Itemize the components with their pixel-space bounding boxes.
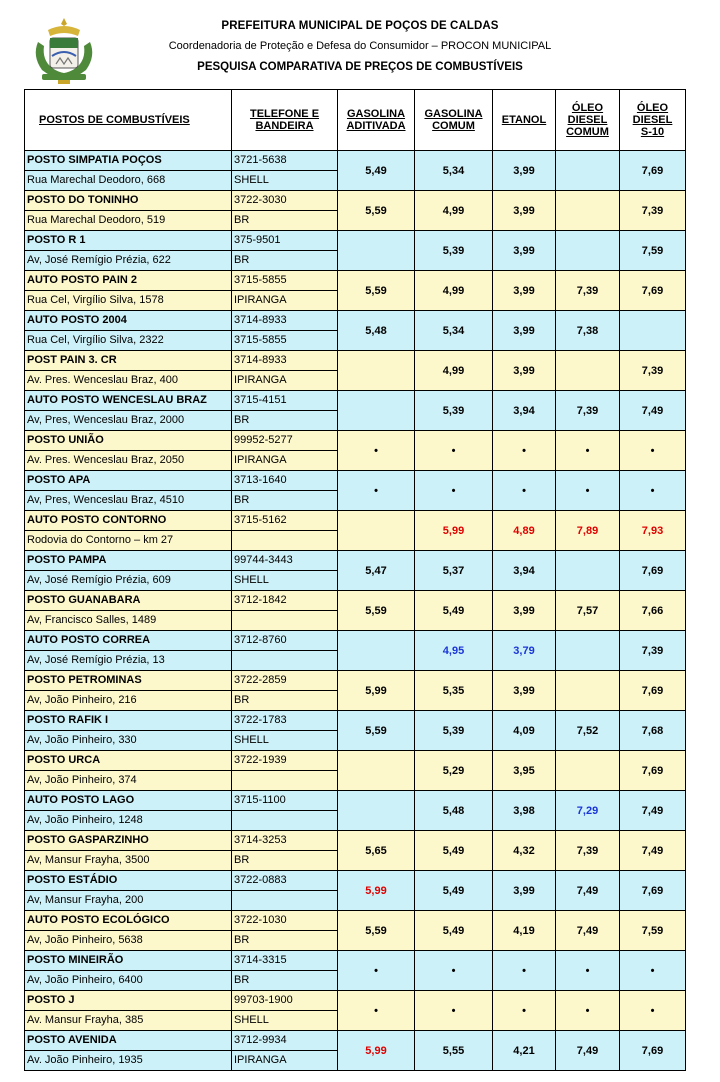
price-gasolina-comum: 4,99 (415, 351, 493, 391)
price-gasolina-aditivada: 5,99 (338, 671, 415, 711)
station-brand: BR (234, 934, 250, 946)
header-title: PREFEITURA MUNICIPAL DE POÇOS DE CALDAS (221, 20, 499, 32)
document-header (0, 0, 720, 90)
station-name: AUTO POSTO LAGO (25, 791, 231, 811)
price-gasolina-comum: 5,39 (415, 711, 493, 751)
station-phone: 99952-5277 (232, 431, 337, 451)
price-etanol: 3,99 (493, 671, 556, 711)
col-diesel-comum: ÓLEO DIESEL COMUM (556, 90, 620, 151)
price-diesel-comum (556, 351, 620, 391)
table-row (25, 431, 686, 471)
station-address: Rua Cel, Virgílio Silva, 1578 (27, 294, 164, 306)
station-cell (25, 471, 232, 511)
price-diesel-comum: 7,39 (556, 831, 620, 871)
price-gasolina-comum: 5,34 (415, 151, 493, 191)
station-brand: BR (234, 494, 250, 506)
price-diesel-s10: • (620, 991, 686, 1031)
price-diesel-comum (556, 671, 620, 711)
phone-brand-cell (232, 431, 338, 471)
station-address: Av. Pres. Wenceslau Braz, 2050 (27, 454, 185, 466)
table-row (25, 671, 686, 711)
price-gasolina-comum: 5,99 (415, 511, 493, 551)
station-cell (25, 431, 232, 471)
station-cell (25, 631, 232, 671)
table-row (25, 911, 686, 951)
price-diesel-s10: 7,69 (620, 1031, 686, 1071)
phone-brand-cell (232, 391, 338, 431)
station-cell (25, 231, 232, 271)
station-name: AUTO POSTO 2004 (25, 311, 231, 331)
price-gasolina-comum: 5,48 (415, 791, 493, 831)
station-name: POSTO AVENIDA (25, 1031, 231, 1051)
price-gasolina-aditivada: 5,47 (338, 551, 415, 591)
price-gasolina-comum: 5,39 (415, 391, 493, 431)
price-diesel-s10: • (620, 951, 686, 991)
phone-brand-cell (232, 311, 338, 351)
price-gasolina-aditivada: 5,59 (338, 191, 415, 231)
table-row (25, 191, 686, 231)
station-brand: BR (234, 694, 250, 706)
price-diesel-s10: 7,69 (620, 871, 686, 911)
table-row (25, 751, 686, 791)
phone-brand-cell (232, 191, 338, 231)
price-etanol: 3,99 (493, 271, 556, 311)
station-phone: 3715-5855 (232, 271, 337, 291)
station-cell (25, 831, 232, 871)
price-diesel-comum (556, 751, 620, 791)
station-phone: 3722-1783 (232, 711, 337, 731)
station-address: Av. Mansur Frayha, 385 (27, 1014, 144, 1026)
station-brand: 3715-5855 (234, 334, 287, 346)
station-address: Av, João Pinheiro, 1248 (27, 814, 143, 826)
phone-brand-cell (232, 271, 338, 311)
station-cell (25, 671, 232, 711)
price-diesel-comum: 7,29 (556, 791, 620, 831)
price-diesel-comum: 7,38 (556, 311, 620, 351)
station-phone: 3715-1100 (232, 791, 337, 811)
station-cell (25, 591, 232, 631)
price-etanol: 4,32 (493, 831, 556, 871)
station-brand (232, 611, 337, 630)
station-address: Av, João Pinheiro, 5638 (27, 934, 143, 946)
col-gasolina-comum: GASOLINA COMUM (415, 90, 493, 151)
municipal-coat-of-arms-icon (30, 16, 98, 86)
price-etanol: 4,89 (493, 511, 556, 551)
station-address: Av, Pres, Wenceslau Braz, 4510 (27, 494, 185, 506)
price-etanol: 4,09 (493, 711, 556, 751)
station-name: POSTO MINEIRÃO (25, 951, 231, 971)
price-gasolina-comum: 5,37 (415, 551, 493, 591)
price-diesel-comum: • (556, 431, 620, 471)
phone-brand-cell (232, 751, 338, 791)
price-gasolina-aditivada: 5,59 (338, 271, 415, 311)
station-name: AUTO POSTO PAIN 2 (25, 271, 231, 291)
table-row (25, 391, 686, 431)
station-brand: IPIRANGA (234, 454, 287, 466)
price-diesel-s10: 7,59 (620, 911, 686, 951)
station-name: POSTO RAFIK I (25, 711, 231, 731)
price-gasolina-comum: 5,49 (415, 871, 493, 911)
price-gasolina-aditivada: 5,99 (338, 1031, 415, 1071)
table-row (25, 471, 686, 511)
price-gasolina-aditivada (338, 751, 415, 791)
station-name: POSTO URCA (25, 751, 231, 771)
station-name: POSTO ESTÁDIO (25, 871, 231, 891)
station-brand (232, 771, 337, 790)
price-gasolina-comum: 5,49 (415, 911, 493, 951)
station-phone: 3722-2859 (232, 671, 337, 691)
price-diesel-comum: 7,49 (556, 911, 620, 951)
phone-brand-cell (232, 711, 338, 751)
price-gasolina-aditivada: 5,59 (338, 711, 415, 751)
station-address: Av. João Pinheiro, 1935 (27, 1054, 143, 1066)
price-gasolina-comum: 5,34 (415, 311, 493, 351)
price-diesel-comum (556, 631, 620, 671)
price-gasolina-comum: 5,29 (415, 751, 493, 791)
price-etanol: 3,99 (493, 311, 556, 351)
price-etanol: 4,21 (493, 1031, 556, 1071)
station-name: AUTO POSTO CONTORNO (25, 511, 231, 531)
price-diesel-s10: 7,59 (620, 231, 686, 271)
table-row (25, 551, 686, 591)
station-name: POSTO GUANABARA (25, 591, 231, 611)
price-gasolina-comum: 5,39 (415, 231, 493, 271)
price-diesel-comum: • (556, 951, 620, 991)
station-address: Av, João Pinheiro, 374 (27, 774, 137, 786)
price-diesel-comum: 7,89 (556, 511, 620, 551)
station-address: Av, José Remígio Prézia, 622 (27, 254, 171, 266)
station-address: Rua Cel, Virgílio Silva, 2322 (27, 334, 164, 346)
station-phone: 3714-8933 (232, 311, 337, 331)
price-diesel-comum (556, 191, 620, 231)
station-name: POSTO GASPARZINHO (25, 831, 231, 851)
price-diesel-s10: 7,69 (620, 551, 686, 591)
station-brand (232, 891, 337, 910)
station-brand: BR (234, 414, 250, 426)
station-cell (25, 551, 232, 591)
station-brand: IPIRANGA (234, 374, 287, 386)
station-cell (25, 791, 232, 831)
price-diesel-comum: 7,49 (556, 871, 620, 911)
station-phone: 3722-1030 (232, 911, 337, 931)
station-cell (25, 351, 232, 391)
station-brand (232, 811, 337, 830)
table-row (25, 1031, 686, 1071)
price-gasolina-comum: 4,99 (415, 191, 493, 231)
price-etanol: 3,79 (493, 631, 556, 671)
price-etanol: 3,99 (493, 231, 556, 271)
price-diesel-comum: 7,57 (556, 591, 620, 631)
price-gasolina-aditivada: 5,48 (338, 311, 415, 351)
price-etanol: 4,19 (493, 911, 556, 951)
price-diesel-s10: 7,39 (620, 631, 686, 671)
table-row (25, 831, 686, 871)
station-cell (25, 191, 232, 231)
price-gasolina-aditivada: • (338, 431, 415, 471)
price-diesel-comum: 7,39 (556, 391, 620, 431)
price-etanol: 3,99 (493, 351, 556, 391)
price-gasolina-comum: 5,55 (415, 1031, 493, 1071)
station-name: POST PAIN 3. CR (25, 351, 231, 371)
price-diesel-s10: 7,49 (620, 391, 686, 431)
table-header-row (25, 90, 686, 151)
price-gasolina-comum: • (415, 951, 493, 991)
price-gasolina-aditivada: 5,59 (338, 591, 415, 631)
station-cell (25, 871, 232, 911)
station-brand: SHELL (234, 174, 269, 186)
price-diesel-s10: 7,68 (620, 711, 686, 751)
station-phone: 3714-3253 (232, 831, 337, 851)
phone-brand-cell (232, 631, 338, 671)
station-name: POSTO APA (25, 471, 231, 491)
phone-brand-cell (232, 1031, 338, 1071)
station-cell (25, 751, 232, 791)
price-diesel-s10: • (620, 431, 686, 471)
table-row (25, 311, 686, 351)
table-row (25, 791, 686, 831)
col-gasolina-aditivada: GASOLINA ADITIVADA (338, 90, 415, 151)
station-cell (25, 311, 232, 351)
table-row (25, 991, 686, 1031)
price-diesel-s10: 7,39 (620, 351, 686, 391)
table-row (25, 271, 686, 311)
price-diesel-s10: 7,69 (620, 751, 686, 791)
station-phone: 3721-5638 (232, 151, 337, 171)
price-diesel-comum (556, 151, 620, 191)
station-brand (232, 651, 337, 670)
price-diesel-s10: • (620, 471, 686, 511)
price-diesel-comum (556, 231, 620, 271)
station-address: Av, Mansur Frayha, 200 (27, 894, 144, 906)
price-gasolina-aditivada (338, 231, 415, 271)
station-cell (25, 991, 232, 1031)
station-brand: IPIRANGA (234, 1054, 287, 1066)
price-diesel-s10: 7,39 (620, 191, 686, 231)
price-gasolina-comum: • (415, 471, 493, 511)
price-gasolina-comum: • (415, 991, 493, 1031)
price-gasolina-aditivada: 5,65 (338, 831, 415, 871)
station-phone: 3712-8760 (232, 631, 337, 651)
station-name: POSTO DO TONINHO (25, 191, 231, 211)
price-diesel-s10: 7,69 (620, 271, 686, 311)
table-row (25, 511, 686, 551)
header-subtitle: Coordenadoria de Proteção e Defesa do Consumidor – PROCON MUNICIPAL (168, 40, 552, 52)
price-gasolina-aditivada (338, 511, 415, 551)
phone-brand-cell (232, 991, 338, 1031)
price-gasolina-comum: • (415, 431, 493, 471)
station-address: Av, João Pinheiro, 6400 (27, 974, 143, 986)
station-phone: 99744-3443 (232, 551, 337, 571)
station-cell (25, 271, 232, 311)
station-address: Av, João Pinheiro, 216 (27, 694, 137, 706)
station-name: POSTO R 1 (25, 231, 231, 251)
station-address: Av, João Pinheiro, 330 (27, 734, 137, 746)
station-brand: SHELL (234, 1014, 269, 1026)
price-diesel-comum: • (556, 991, 620, 1031)
price-gasolina-comum: 5,49 (415, 831, 493, 871)
price-diesel-s10 (620, 311, 686, 351)
phone-brand-cell (232, 791, 338, 831)
phone-brand-cell (232, 151, 338, 191)
price-gasolina-comum: 5,35 (415, 671, 493, 711)
station-brand: BR (234, 214, 250, 226)
table-row (25, 351, 686, 391)
station-address: Av, José Remígio Prézia, 13 (27, 654, 165, 666)
station-brand (232, 531, 337, 550)
station-cell (25, 951, 232, 991)
phone-brand-cell (232, 471, 338, 511)
station-address: Av. Pres. Wenceslau Braz, 400 (27, 374, 179, 386)
station-phone: 99703-1900 (232, 991, 337, 1011)
station-address: Rua Marechal Deodoro, 519 (27, 214, 166, 226)
station-brand: BR (234, 254, 250, 266)
price-etanol: • (493, 471, 556, 511)
price-etanol: 3,94 (493, 391, 556, 431)
price-etanol: • (493, 991, 556, 1031)
phone-brand-cell (232, 551, 338, 591)
station-address: Av, Pres, Wenceslau Braz, 2000 (27, 414, 185, 426)
station-name: POSTO PAMPA (25, 551, 231, 571)
price-diesel-s10: 7,69 (620, 671, 686, 711)
station-phone: 3714-8933 (232, 351, 337, 371)
col-diesel-s10: ÓLEO DIESEL S-10 (620, 90, 686, 151)
phone-brand-cell (232, 231, 338, 271)
price-etanol: 3,99 (493, 191, 556, 231)
station-brand: SHELL (234, 734, 269, 746)
station-address: Rodovia do Contorno – km 27 (27, 534, 174, 546)
phone-brand-cell (232, 951, 338, 991)
table-row (25, 231, 686, 271)
price-etanol: 3,95 (493, 751, 556, 791)
table-row (25, 631, 686, 671)
price-diesel-s10: 7,49 (620, 831, 686, 871)
table-row (25, 591, 686, 631)
price-etanol: 3,99 (493, 151, 556, 191)
price-diesel-comum (556, 551, 620, 591)
station-brand: BR (234, 974, 250, 986)
price-gasolina-comum: 4,99 (415, 271, 493, 311)
price-diesel-s10: 7,69 (620, 151, 686, 191)
price-etanol: • (493, 431, 556, 471)
table-row (25, 711, 686, 751)
phone-brand-cell (232, 871, 338, 911)
price-gasolina-aditivada: • (338, 951, 415, 991)
station-phone: 3715-4151 (232, 391, 337, 411)
station-brand: SHELL (234, 574, 269, 586)
station-cell (25, 511, 232, 551)
price-gasolina-comum: 4,95 (415, 631, 493, 671)
station-name: POSTO UNIÃO (25, 431, 231, 451)
station-name: POSTO J (25, 991, 231, 1011)
phone-brand-cell (232, 671, 338, 711)
price-gasolina-comum: 5,49 (415, 591, 493, 631)
price-gasolina-aditivada (338, 391, 415, 431)
station-cell (25, 711, 232, 751)
price-etanol: 3,98 (493, 791, 556, 831)
phone-brand-cell (232, 911, 338, 951)
station-phone: 3713-1640 (232, 471, 337, 491)
price-diesel-s10: 7,93 (620, 511, 686, 551)
station-address: Av, Mansur Frayha, 3500 (27, 854, 150, 866)
price-gasolina-aditivada: 5,59 (338, 911, 415, 951)
phone-brand-cell (232, 591, 338, 631)
fuel-price-table (24, 89, 686, 1071)
station-phone: 375-9501 (232, 231, 337, 251)
station-phone: 3715-5162 (232, 511, 337, 531)
table-row (25, 871, 686, 911)
station-phone: 3722-3030 (232, 191, 337, 211)
price-gasolina-aditivada: • (338, 991, 415, 1031)
col-postos: POSTOS DE COMBUSTÍVEIS (25, 90, 232, 151)
station-phone: 3712-9934 (232, 1031, 337, 1051)
station-phone: 3722-1939 (232, 751, 337, 771)
header-heading: PESQUISA COMPARATIVA DE PREÇOS DE COMBUSTÍVEIS (197, 61, 523, 73)
price-gasolina-aditivada: 5,49 (338, 151, 415, 191)
station-cell (25, 151, 232, 191)
phone-brand-cell (232, 351, 338, 391)
station-name: AUTO POSTO ECOLÓGICO (25, 911, 231, 931)
phone-brand-cell (232, 511, 338, 551)
price-diesel-comum: 7,52 (556, 711, 620, 751)
price-gasolina-aditivada: 5,99 (338, 871, 415, 911)
price-etanol: 3,99 (493, 871, 556, 911)
price-diesel-comum: 7,39 (556, 271, 620, 311)
station-name: AUTO POSTO WENCESLAU BRAZ (25, 391, 231, 411)
station-brand: BR (234, 854, 250, 866)
price-etanol: 3,99 (493, 591, 556, 631)
price-gasolina-aditivada (338, 351, 415, 391)
station-brand: IPIRANGA (234, 294, 287, 306)
col-telefone: TELEFONE E BANDEIRA (232, 90, 338, 151)
station-cell (25, 1031, 232, 1071)
station-name: AUTO POSTO CORREA (25, 631, 231, 651)
station-cell (25, 391, 232, 431)
price-gasolina-aditivada (338, 631, 415, 671)
table-row (25, 151, 686, 191)
col-etanol: ETANOL (493, 90, 556, 151)
station-name: POSTO SIMPATIA POÇOS (25, 151, 231, 171)
station-phone: 3714-3315 (232, 951, 337, 971)
phone-brand-cell (232, 831, 338, 871)
price-etanol: 3,94 (493, 551, 556, 591)
station-address: Av, José Remígio Prézia, 609 (27, 574, 171, 586)
station-address: Rua Marechal Deodoro, 668 (27, 174, 166, 186)
price-diesel-comum: 7,49 (556, 1031, 620, 1071)
price-gasolina-aditivada: • (338, 471, 415, 511)
station-address: Av, Francisco Salles, 1489 (27, 614, 157, 626)
price-diesel-s10: 7,49 (620, 791, 686, 831)
station-phone: 3722-0883 (232, 871, 337, 891)
station-cell (25, 911, 232, 951)
price-diesel-s10: 7,66 (620, 591, 686, 631)
price-gasolina-aditivada (338, 791, 415, 831)
station-phone: 3712-1842 (232, 591, 337, 611)
table-row (25, 951, 686, 991)
station-name: POSTO PETROMINAS (25, 671, 231, 691)
price-etanol: • (493, 951, 556, 991)
price-diesel-comum: • (556, 471, 620, 511)
